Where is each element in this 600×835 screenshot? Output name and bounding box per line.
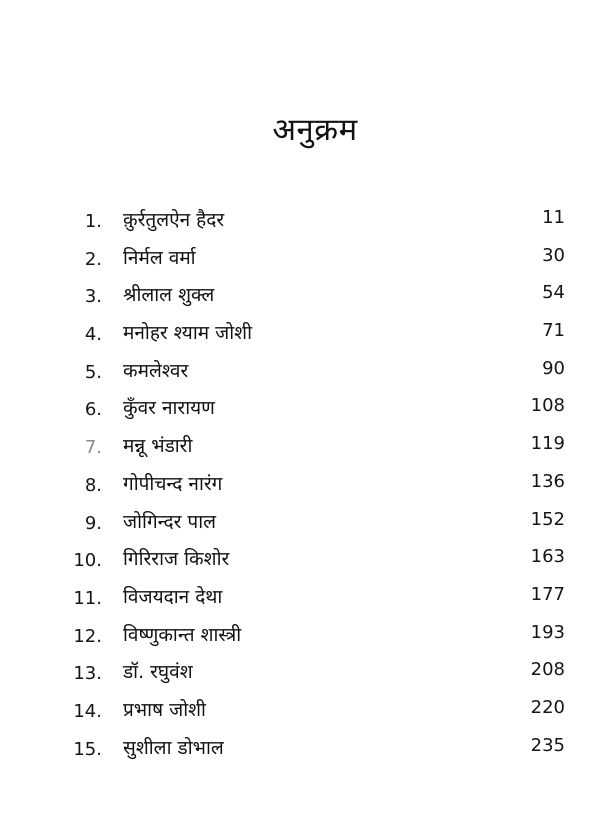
entry-number: 15. — [73, 738, 102, 760]
entry-number: 1. — [84, 211, 102, 232]
entry-number: 2. — [84, 248, 102, 270]
entry-page-number: 152 — [530, 508, 565, 530]
toc-entry — [0, 429, 600, 467]
entry-title: गिरिराज किशोर — [123, 548, 230, 571]
toc-entry — [0, 580, 600, 618]
entry-page-number: 220 — [530, 696, 565, 718]
toc-entry — [0, 354, 600, 392]
table-of-contents — [0, 203, 600, 768]
entry-number: 5. — [84, 361, 102, 383]
entry-title: कुँवर नारायण — [123, 397, 215, 420]
entry-number: 13. — [73, 663, 102, 685]
entry-number: 11. — [73, 587, 102, 609]
entry-title: प्रभाष जोशी — [123, 698, 206, 721]
toc-entry — [0, 655, 600, 693]
toc-entry — [0, 693, 600, 731]
entry-page-number: 193 — [530, 621, 565, 643]
entry-number: 6. — [84, 399, 102, 421]
entry-title: विष्णुकान्त शास्त्री — [123, 623, 242, 646]
entry-title: क़ुर्रतुलऐन हैदर — [123, 209, 225, 231]
entry-number: 14. — [73, 700, 102, 722]
entry-page-number: 11 — [542, 207, 565, 228]
entry-page-number: 208 — [530, 659, 565, 681]
entry-page-number: 235 — [530, 734, 565, 756]
entry-page-number: 71 — [542, 320, 565, 342]
entry-page-number: 54 — [542, 282, 565, 304]
entry-page-number: 90 — [542, 357, 565, 379]
entry-title: मन्नू भंडारी — [123, 435, 193, 458]
entry-page-number: 119 — [530, 433, 565, 455]
entry-number: 9. — [84, 512, 102, 534]
entry-title: डॉ. रघुवंश — [123, 661, 193, 684]
entry-page-number: 163 — [530, 546, 565, 568]
entry-page-number: 108 — [530, 395, 565, 417]
toc-entry — [0, 316, 600, 354]
entry-number: 7. — [84, 437, 102, 459]
toc-entry — [0, 542, 600, 580]
entry-title: विजयदान देथा — [123, 585, 223, 608]
entry-number: 4. — [84, 324, 102, 346]
entry-page-number: 136 — [530, 470, 565, 492]
entry-title: निर्मल वर्मा — [123, 246, 196, 269]
entry-title: गोपीचन्द नारंग — [123, 472, 223, 495]
entry-number: 8. — [84, 474, 102, 496]
entry-title: मनोहर श्याम जोशी — [123, 322, 253, 345]
toc-entry — [0, 618, 600, 656]
toc-entry — [0, 203, 600, 241]
entry-title: सुशीला डोभाल — [123, 736, 224, 759]
toc-entry — [0, 391, 600, 429]
entry-page-number: 30 — [542, 244, 565, 266]
entry-page-number: 177 — [530, 583, 565, 605]
toc-entry — [0, 278, 600, 316]
page-title: अनुक्रम — [272, 112, 358, 148]
toc-entry — [0, 467, 600, 505]
entry-number: 10. — [73, 550, 102, 572]
entry-number: 12. — [73, 625, 102, 647]
entry-title: श्रीलाल शुक्ल — [123, 284, 215, 307]
toc-entry — [0, 241, 600, 279]
toc-entry — [0, 731, 600, 769]
entry-number: 3. — [84, 286, 102, 308]
entry-title: कमलेश्वर — [123, 359, 189, 382]
toc-entry — [0, 505, 600, 543]
entry-title: जोगिन्दर पाल — [123, 510, 217, 533]
